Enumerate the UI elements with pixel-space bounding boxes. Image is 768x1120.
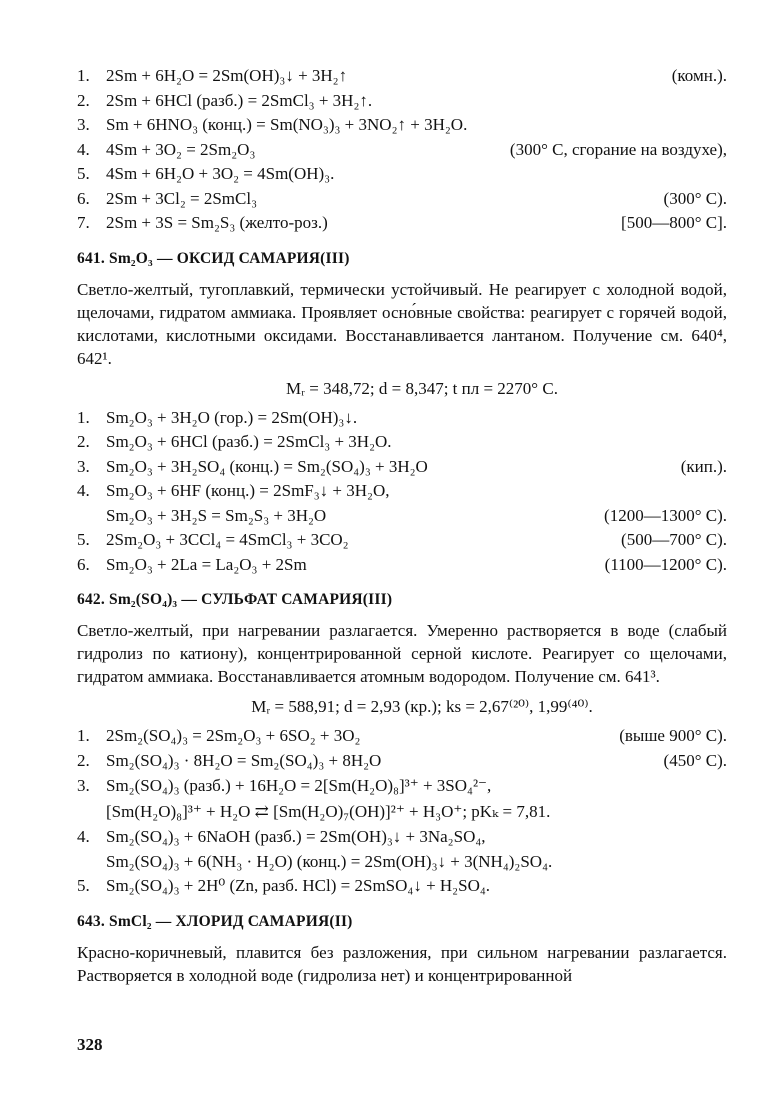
reaction-line bbox=[77, 187, 727, 212]
reaction-equation: 2Sm₂O₃ + 3CCl₄ = 4SmCl₃ + 3CO₂ bbox=[106, 530, 349, 549]
section-description-642: Светло-желтый, при нагревании разлагается. Умеренно растворяется в воде (слабый гидролиз по катиону), концентрированной серной кислоте. Реагирует со щелочами, гидратом аммиака. Восстанавливается атомным водородом. Получение см. 641³. bbox=[77, 621, 727, 686]
reaction-equation: Sm + 6HNO₃ (конц.) = Sm(NO₃)₃ + 3NO₂↑ + 3H₂O. bbox=[106, 115, 468, 134]
reaction-condition: (450° C). bbox=[663, 750, 727, 770]
reaction-number: 1. bbox=[77, 407, 90, 427]
reaction-number: 4. bbox=[77, 827, 90, 846]
reaction-line bbox=[77, 799, 727, 825]
reaction-line bbox=[77, 455, 727, 480]
reaction-number: 2. bbox=[77, 432, 90, 451]
reaction-line bbox=[77, 64, 727, 89]
reaction-list-642 bbox=[77, 724, 727, 899]
reaction-number: 7. bbox=[77, 213, 90, 232]
reaction-equation: Sm₂O₃ + 3H₂SO₄ (конц.) = Sm₂(SO₄)₃ + 3H₂O bbox=[106, 456, 428, 476]
reaction-equation: Sm₂O₃ + 3H₂S = Sm₂S₃ + 3H₂O bbox=[106, 505, 327, 525]
reaction-line bbox=[77, 211, 727, 236]
reaction-line bbox=[77, 504, 727, 529]
section-description-643: Красно-коричневый, плавится без разложения, при сильном нагревании разлагается. Растворяется в холодной воде (гидролиза нет) и концентрированной bbox=[77, 942, 727, 985]
reaction-equation: 4Sm + 6H₂O + 3O₂ = 4Sm(OH)₃. bbox=[106, 164, 335, 183]
reaction-equation: 2Sm + 3Cl₂ = 2SmCl₃ bbox=[106, 188, 258, 208]
reaction-equation: Sm₂(SO₄)₃ · 8H₂O = Sm₂(SO₄)₃ + 8H₂O bbox=[106, 750, 382, 770]
reaction-number: 3. bbox=[77, 456, 90, 476]
page-content bbox=[77, 64, 727, 993]
section-heading-643: 643. SmCl₂ — ХЛОРИД САМАРИЯ(II) bbox=[77, 912, 353, 930]
reaction-number: 6. bbox=[77, 554, 90, 574]
reaction-equation: [Sm(H₂O)₈]³⁺ + H₂O ⇄ [Sm(H₂O)₇(OH)]²⁺ + H₃O⁺; pKₖ = 7,81. bbox=[106, 802, 551, 821]
top-reaction-list bbox=[77, 64, 727, 236]
reaction-equation: 2Sm₂(SO₄)₃ = 2Sm₂O₃ + 6SO₂ + 3O₂ bbox=[106, 726, 361, 745]
reaction-line bbox=[77, 825, 727, 850]
reaction-number: 2. bbox=[77, 90, 90, 110]
reaction-line bbox=[77, 162, 727, 187]
reaction-number: 5. bbox=[77, 876, 90, 895]
reaction-equation: Sm₂O₃ + 3H₂O (гор.) = 2Sm(OH)₃↓. bbox=[106, 407, 358, 427]
reaction-equation: Sm₂O₃ + 6HF (конц.) = 2SmF₃↓ + 3H₂O, bbox=[106, 481, 390, 500]
physical-constants-642: Mᵣ = 588,91; d = 2,93 (кр.); ks = 2,67⁽²⁰⁾, 1,99⁽⁴⁰⁾. bbox=[251, 697, 593, 716]
reaction-equation: 4Sm + 3O₂ = 2Sm₂O₃ bbox=[106, 139, 256, 159]
reaction-list-641 bbox=[77, 406, 727, 578]
reaction-condition: (300° C). bbox=[663, 188, 727, 208]
reaction-line bbox=[77, 528, 727, 553]
reaction-number: 3. bbox=[77, 776, 90, 795]
reaction-number: 1. bbox=[77, 726, 90, 745]
reaction-equation: Sm₂(SO₄)₃ + 2H⁰ (Zn, разб. HCl) = 2SmSO₄↓ + H₂SO₄. bbox=[106, 876, 491, 895]
reaction-equation: 2Sm + 6HCl (разб.) = 2SmCl₃ + 3H₂↑. bbox=[106, 90, 373, 110]
reaction-line bbox=[77, 724, 727, 749]
reaction-equation: 2Sm + 3S = Sm₂S₃ (желто-роз.) bbox=[106, 213, 328, 232]
reaction-number: 5. bbox=[77, 164, 90, 183]
section-heading-642: 642. Sm₂(SO₄)₃ — СУЛЬФАТ САМАРИЯ(III) bbox=[77, 591, 393, 608]
reaction-line bbox=[77, 874, 727, 899]
reaction-number: 6. bbox=[77, 188, 90, 208]
reaction-line bbox=[77, 553, 727, 578]
reaction-line bbox=[77, 406, 727, 431]
reaction-number: 2. bbox=[77, 750, 90, 770]
section-heading-641: 641. Sm₂O₃ — ОКСИД САМАРИЯ(III) bbox=[77, 249, 350, 267]
reaction-condition: (кип.). bbox=[680, 456, 727, 476]
reaction-equation: Sm₂(SO₄)₃ (разб.) + 16H₂O = 2[Sm(H₂O)₈]³⁺ + 3SO₄²⁻, bbox=[106, 776, 492, 795]
reaction-line bbox=[77, 479, 727, 504]
reaction-line bbox=[77, 113, 727, 138]
reaction-equation: 2Sm + 6H₂O = 2Sm(OH)₃↓ + 3H₂↑ bbox=[106, 66, 348, 85]
reaction-line bbox=[77, 773, 727, 799]
reaction-line bbox=[77, 138, 727, 163]
reaction-condition: (1200—1300° C). bbox=[604, 505, 727, 525]
reaction-equation: Sm₂(SO₄)₃ + 6(NH₃ · H₂O) (конц.) = 2Sm(OH)₃↓ + 3(NH₄)₂SO₄. bbox=[106, 851, 553, 871]
page-number: 328 bbox=[77, 1035, 103, 1054]
physical-constants-641: Mᵣ = 348,72; d = 8,347; t пл = 2270° C. bbox=[286, 378, 558, 398]
reaction-number: 1. bbox=[77, 66, 90, 85]
reaction-condition: (1100—1200° C). bbox=[604, 554, 727, 574]
reaction-line bbox=[77, 749, 727, 774]
reaction-number: 4. bbox=[77, 139, 90, 159]
reaction-condition: (500—700° C). bbox=[621, 530, 727, 549]
reaction-condition: (выше 900° C). bbox=[619, 726, 727, 745]
reaction-line bbox=[77, 430, 727, 455]
section-description-641: Светло-желтый, тугоплавкий, термически устойчивый. Не реагирует с холодной водой, щелочами, гидратом аммиака. Проявляет осно́вные свойства: реагирует с горячей водой, кислотами, кислотными оксидами. Восстанавливается лантаном. Получение см. 640⁴, 642¹. bbox=[77, 279, 727, 368]
reaction-equation: Sm₂O₃ + 6HCl (разб.) = 2SmCl₃ + 3H₂O. bbox=[106, 432, 392, 451]
reaction-condition: (комн.). bbox=[671, 66, 727, 85]
reaction-condition: (300° C, сгорание на воздухе), bbox=[509, 139, 727, 159]
reaction-condition: [500—800° C]. bbox=[621, 213, 727, 232]
reaction-number: 4. bbox=[77, 481, 90, 500]
reaction-line bbox=[77, 850, 727, 875]
reaction-equation: Sm₂(SO₄)₃ + 6NaOH (разб.) = 2Sm(OH)₃↓ + 3Na₂SO₄, bbox=[106, 827, 486, 846]
reaction-equation: Sm₂O₃ + 2La = La₂O₃ + 2Sm bbox=[106, 554, 307, 574]
reaction-line bbox=[77, 89, 727, 114]
reaction-number: 3. bbox=[77, 115, 90, 134]
reaction-number: 5. bbox=[77, 530, 90, 549]
